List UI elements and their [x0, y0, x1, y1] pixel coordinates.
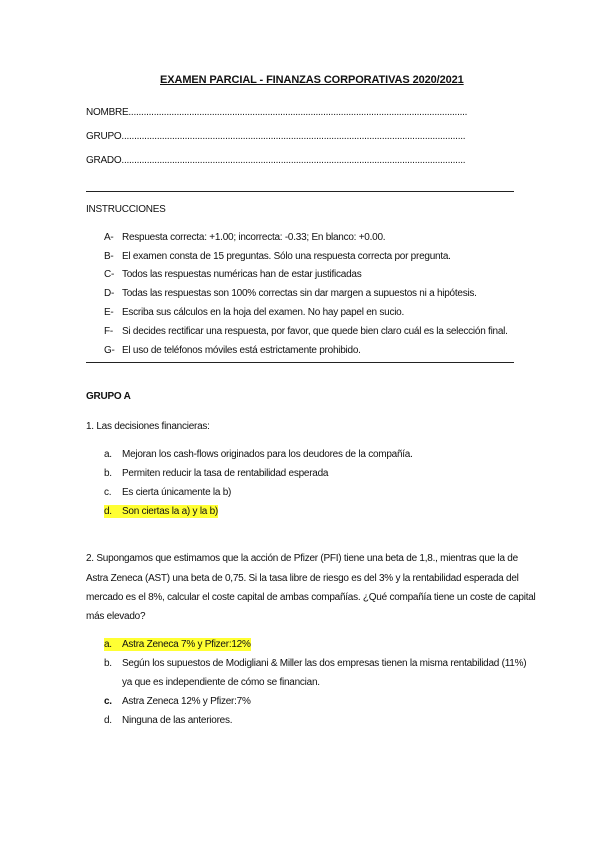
instruction-text: Si decides rectificar una respuesta, por favor, que quede bien claro cuál es la selección final.	[122, 326, 508, 337]
instruction-marker: C-	[104, 269, 115, 280]
instruction-item	[104, 325, 508, 338]
instruction-text: El uso de teléfonos móviles está estrictamente prohibido.	[122, 345, 361, 356]
instruction-item	[104, 250, 451, 263]
divider-bottom	[86, 362, 514, 363]
instruction-item	[104, 268, 361, 281]
q2-option-a[interactable]	[104, 638, 251, 651]
option-text: Ninguna de las anteriores.	[122, 715, 233, 726]
option-marker: a.	[104, 639, 112, 650]
field-dots: ........................................................................................................................................	[121, 131, 466, 142]
field-dots: ........................................................................................................................................	[121, 155, 466, 166]
q2-option-b[interactable]	[104, 657, 526, 670]
option-text: Astra Zeneca 12% y Pfizer:7%	[122, 696, 251, 707]
instruction-item	[104, 306, 404, 319]
option-marker: d.	[104, 715, 112, 726]
exam-title: EXAMEN PARCIAL - FINANZAS CORPORATIVAS 2020/2021	[160, 74, 464, 86]
group-heading: GRUPO A	[86, 391, 131, 402]
instruction-text: Respuesta correcta: +1.00; incorrecta: -0.33; En blanco: +0.00.	[122, 232, 386, 243]
q1-option-b[interactable]	[104, 467, 328, 480]
option-text: Astra Zeneca 7% y Pfizer:12%	[122, 639, 251, 650]
option-marker: c.	[104, 487, 112, 498]
option-text: Es cierta únicamente la b)	[122, 487, 232, 498]
option-text: Permiten reducir la tasa de rentabilidad esperada	[122, 468, 329, 479]
instruction-item	[104, 287, 477, 300]
divider-top	[86, 191, 514, 192]
instruction-item	[104, 231, 385, 244]
instruction-marker: B-	[104, 251, 114, 262]
q2-option-d[interactable]	[104, 714, 232, 727]
instruction-marker: D-	[104, 288, 115, 299]
option-marker: b.	[104, 468, 112, 479]
field-label: GRADO	[86, 155, 122, 166]
question-2-line-4: más elevado?	[86, 611, 146, 622]
option-marker: b.	[104, 658, 112, 669]
field-grado[interactable]	[86, 154, 465, 167]
instruction-marker: A-	[104, 232, 114, 243]
option-text: ya que es independiente de cómo se financian.	[122, 677, 320, 688]
q1-option-a[interactable]	[104, 448, 413, 461]
field-nombre[interactable]	[86, 106, 467, 119]
field-grupo[interactable]	[86, 130, 465, 143]
question-2-line-3: mercado es el 8%, calcular el coste capital de ambas compañías. ¿Qué compañía tiene un coste de capital	[86, 592, 536, 603]
field-label: GRUPO	[86, 131, 122, 142]
highlighted-answer	[104, 505, 218, 518]
option-text: Son ciertas la a) y la b)	[122, 506, 219, 517]
q1-option-d[interactable]	[104, 505, 218, 518]
option-text: Según los supuestos de Modigliani & Miller las dos empresas tienen la misma rentabilidad (11%)	[122, 658, 527, 669]
q2-option-c[interactable]	[104, 695, 251, 708]
option-marker: a.	[104, 449, 112, 460]
instructions-heading: INSTRUCCIONES	[86, 204, 166, 215]
instruction-marker: E-	[104, 307, 114, 318]
instruction-marker: G-	[104, 345, 115, 356]
question-2-line-2: Astra Zeneca (AST) una beta de 0,75. Si la tasa libre de riesgo es del 3% y la rentabilidad esperada del	[86, 573, 519, 584]
option-text: Mejoran los cash-flows originados para los deudores de la compañía.	[122, 449, 413, 460]
q2-option-b-continued	[104, 676, 320, 689]
question-2-line-1: 2. Supongamos que estimamos que la acción de Pfizer (PFI) tiene una beta de 1,8., mientras que la de	[86, 553, 518, 564]
option-marker: c.	[104, 696, 112, 707]
instruction-text: Todos las respuestas numéricas han de estar justificadas	[122, 269, 362, 280]
highlighted-answer	[104, 638, 251, 651]
option-marker: d.	[104, 506, 112, 517]
question-1-text: 1. Las decisiones financieras:	[86, 421, 210, 432]
instruction-text: Todas las respuestas son 100% correctas sin dar margen a supuestos ni a hipótesis.	[122, 288, 477, 299]
field-label: NOMBRE	[86, 107, 129, 118]
instruction-text: Escriba sus cálculos en la hoja del examen. No hay papel en sucio.	[122, 307, 405, 318]
instruction-item	[104, 344, 361, 357]
instruction-marker: F-	[104, 326, 113, 337]
field-dots: ......................................................................................................................................	[128, 107, 468, 118]
instruction-text: El examen consta de 15 preguntas. Sólo una respuesta correcta por pregunta.	[122, 251, 451, 262]
q1-option-c[interactable]	[104, 486, 231, 499]
